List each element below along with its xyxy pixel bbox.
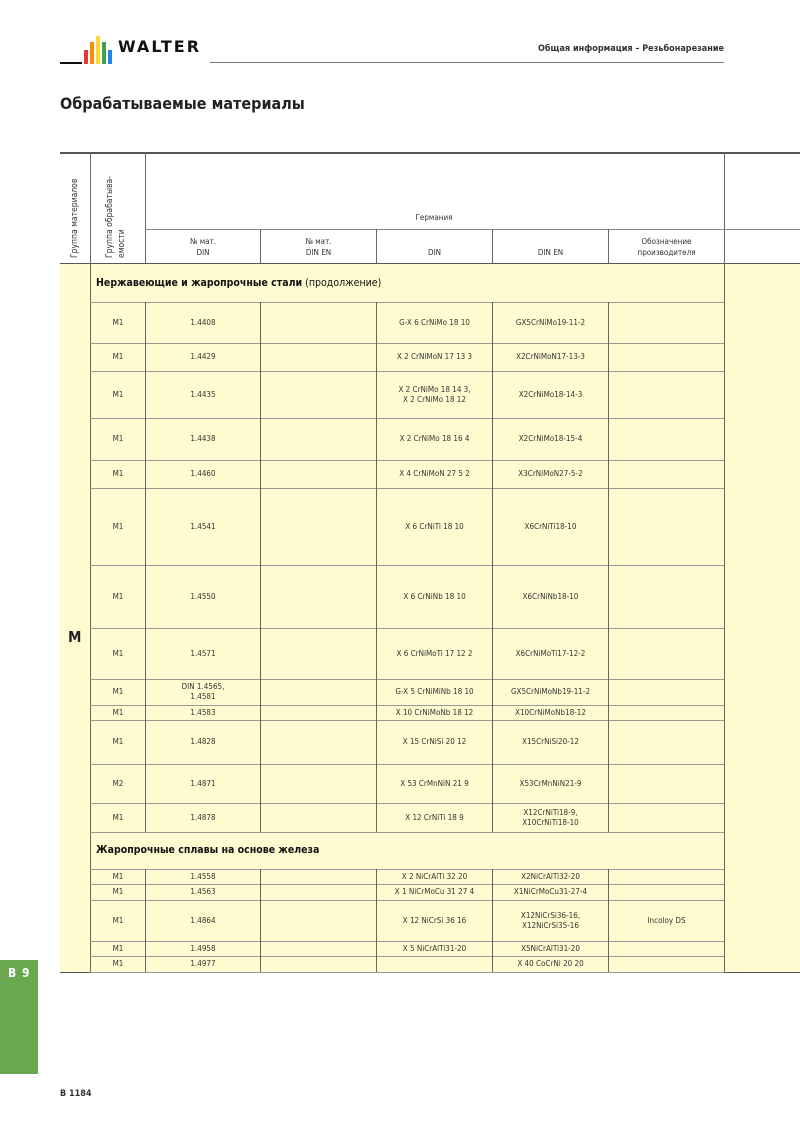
table-cell bbox=[261, 705, 376, 720]
table-cell bbox=[609, 941, 724, 956]
table-cell: X2CrNiMo18-14-3 bbox=[518, 389, 583, 399]
logo-bar-icon bbox=[102, 42, 106, 64]
table-cell: X 1 NiCrMoCu 31 27 4 bbox=[394, 887, 475, 896]
table-cell bbox=[609, 343, 724, 371]
table-cell bbox=[261, 679, 376, 705]
row-divider bbox=[90, 972, 724, 973]
table-cell: 1.4438 bbox=[190, 434, 216, 443]
page-title: Обрабатываемые материалы bbox=[60, 94, 305, 113]
table-cell bbox=[261, 460, 376, 488]
table-cell bbox=[609, 679, 724, 705]
col-header-machinability-2: емости bbox=[117, 229, 127, 258]
table-cell: 1.4571 bbox=[190, 648, 216, 658]
table-cell: X 6 CrNiTi 18 10 bbox=[405, 521, 464, 531]
table-cell: X15CrNiSi20-12 bbox=[522, 737, 579, 746]
table-cell: M1 bbox=[112, 812, 124, 822]
col-header-din: DIN bbox=[427, 248, 442, 257]
table-cell: X 4 CrNiMoN 27 5 2 bbox=[399, 469, 470, 478]
table-cell: X2CrNiMoN17-13-3 bbox=[516, 352, 585, 361]
table-cell: 1.4864 bbox=[190, 915, 216, 925]
table-cell bbox=[261, 941, 376, 956]
table-cell: X 40 CoCrNi 20 20 bbox=[517, 959, 584, 968]
table-cell: M1 bbox=[112, 707, 124, 717]
table-cell: 1.4563 bbox=[190, 887, 216, 896]
table-top-rule bbox=[60, 152, 800, 154]
table-cell: X 6 CrNiMoTi 17 12 2 bbox=[396, 648, 473, 658]
logo-bar-icon bbox=[60, 62, 82, 64]
header-rule bbox=[210, 62, 724, 63]
page-number: B 1184 bbox=[60, 1089, 92, 1099]
table-cell: X 2 NiCrAlTi 32 20 bbox=[401, 871, 468, 881]
table-cell: M1 bbox=[112, 959, 124, 968]
table-cell: X5NiCrAlTi31-20 bbox=[521, 943, 580, 953]
table-cell bbox=[609, 764, 724, 803]
table-cell: 1.4541 bbox=[190, 521, 216, 531]
table-cell: M1 bbox=[112, 591, 124, 601]
table-cell bbox=[261, 488, 376, 565]
col-divider bbox=[724, 263, 725, 973]
table-cell: G-X 6 CrNiMo 18 10 bbox=[399, 317, 470, 327]
col-header-mat-din-en: № мат. DIN EN bbox=[305, 237, 332, 257]
table-cell: 1.4958 bbox=[190, 943, 216, 953]
table-cell: X12NiCrSi36-16, X12NiCrSi35-16 bbox=[520, 910, 581, 930]
logo-bar-icon bbox=[84, 50, 88, 64]
table-cell: X 12 CrNiTi 18 9 bbox=[405, 812, 464, 822]
table-cell: X 6 CrNiNb 18 10 bbox=[403, 591, 466, 601]
table-cell: G-X 5 CrNiMiNb 18 10 bbox=[395, 687, 474, 696]
table-cell: Incoloy DS bbox=[647, 915, 686, 925]
table-cell: GX5CrNiMoNb19-11-2 bbox=[510, 687, 591, 696]
section-heading: Жаропрочные сплавы на основе железа bbox=[96, 844, 320, 856]
table-cell: X 5 NiCrAlTi31-20 bbox=[402, 943, 467, 953]
table-cell: X 2 CrNiMoN 17 13 3 bbox=[396, 352, 473, 361]
table-cell: M1 bbox=[112, 434, 124, 443]
table-cell: M1 bbox=[112, 871, 124, 881]
table-cell bbox=[609, 869, 724, 884]
table-cell bbox=[261, 302, 376, 343]
table-cell bbox=[609, 460, 724, 488]
table-cell bbox=[261, 956, 376, 972]
table-cell: M1 bbox=[112, 352, 124, 361]
table-cell: GX5CrNiMo19-11-2 bbox=[515, 317, 586, 327]
table-cell bbox=[609, 628, 724, 679]
table-cell: M1 bbox=[112, 943, 124, 953]
logo-bar-icon bbox=[90, 42, 94, 64]
logo-bar-icon bbox=[96, 36, 100, 64]
table-cell bbox=[261, 764, 376, 803]
table-cell: X 2 CrNiMo 18 14 3, X 2 CrNiMo 18 12 bbox=[398, 384, 471, 404]
table-cell: 1.4429 bbox=[190, 352, 216, 361]
table-cell: X 2 CrNiMo 18 16 4 bbox=[399, 434, 470, 443]
table-cell bbox=[261, 803, 376, 832]
table-cell: 1.4435 bbox=[190, 389, 216, 399]
table-cell: 1.4558 bbox=[190, 871, 216, 881]
table-cell: X 53 CrMnNiN 21 9 bbox=[400, 778, 469, 788]
table-cell: 1.4878 bbox=[190, 812, 216, 822]
walter-logo bbox=[60, 34, 200, 64]
table-cell bbox=[261, 900, 376, 941]
table-cell bbox=[609, 803, 724, 832]
header-subrule bbox=[145, 229, 800, 230]
table-cell: M1 bbox=[112, 915, 124, 925]
col-header-din-en: DIN EN bbox=[537, 248, 564, 257]
table-cell: 1.4550 bbox=[190, 591, 216, 601]
table-cell: X6CrNiMoTi17-12-2 bbox=[515, 648, 586, 658]
table-cell: X2CrNiMo18-15-4 bbox=[518, 434, 583, 443]
table-cell: M1 bbox=[112, 521, 124, 531]
table-cell bbox=[261, 869, 376, 884]
col-header-manufacturer: Обозначение производителя bbox=[637, 237, 696, 257]
table-cell bbox=[261, 343, 376, 371]
table-cell: M1 bbox=[112, 469, 124, 478]
table-cell: X2NiCrAlTi32-20 bbox=[521, 871, 580, 881]
col-header-country: Германия bbox=[415, 213, 453, 222]
table-cell: X6CrNiNb18-10 bbox=[522, 591, 579, 601]
brand-name: WALTER bbox=[118, 37, 202, 56]
table-cell bbox=[609, 488, 724, 565]
table-cell: X3CrNiMoN27-5-2 bbox=[518, 469, 583, 478]
table-cell bbox=[261, 371, 376, 418]
chapter-tab: B 9 bbox=[0, 960, 38, 1074]
material-group-letter: M bbox=[68, 628, 82, 646]
table-cell: X 12 NiCrSi 36 16 bbox=[402, 915, 467, 925]
table-cell: M2 bbox=[112, 778, 124, 788]
table-cell bbox=[609, 371, 724, 418]
table-cell bbox=[261, 418, 376, 460]
table-cell: X53CrMnNiN21-9 bbox=[519, 778, 582, 788]
table-cell bbox=[609, 418, 724, 460]
table-cell bbox=[609, 884, 724, 900]
col-header-mat-din: № мат. DIN bbox=[189, 237, 217, 257]
table-cell: 1.4408 bbox=[190, 317, 216, 327]
table-cell: M1 bbox=[112, 687, 124, 696]
table-header-rule bbox=[60, 263, 800, 264]
table-cell bbox=[609, 956, 724, 972]
table-cell: M1 bbox=[112, 389, 124, 399]
col-divider bbox=[724, 153, 725, 263]
table-cell: M1 bbox=[112, 648, 124, 658]
row-divider bbox=[90, 832, 724, 833]
table-cell: X10CrNiMoNb18-12 bbox=[515, 707, 586, 717]
table-cell: 1.4871 bbox=[190, 778, 216, 788]
table-cell: M1 bbox=[112, 737, 124, 746]
header-section-title: Общая информация – Резьбонарезание bbox=[537, 44, 724, 54]
table-cell bbox=[609, 565, 724, 628]
table-cell bbox=[609, 705, 724, 720]
table-cell: M1 bbox=[112, 317, 124, 327]
col-header-group: Группа материалов bbox=[70, 178, 80, 258]
table-cell bbox=[261, 720, 376, 764]
section-heading: Нержавеющие и жаропрочные стали (продолжение) bbox=[96, 277, 382, 289]
table-cell bbox=[261, 628, 376, 679]
table-cell: X 15 CrNiSi 20 12 bbox=[402, 737, 467, 746]
table-cell bbox=[377, 956, 492, 972]
table-cell: 1.4460 bbox=[190, 469, 216, 478]
table-cell: M1 bbox=[112, 887, 124, 896]
col-header-machinability-1: Группа обрабатыва- bbox=[105, 176, 115, 258]
table-cell: X6CrNiTi18-10 bbox=[524, 521, 577, 531]
logo-bar-icon bbox=[108, 50, 112, 64]
table-cell: 1.4977 bbox=[190, 959, 216, 968]
table-cell: X 10 CrNiMoNb 18 12 bbox=[395, 707, 474, 717]
table-cell bbox=[609, 720, 724, 764]
table-cell: X12CrNiTi18-9, X10CrNiTi18-10 bbox=[522, 807, 579, 827]
table-cell: X1NiCrMoCu31-27-4 bbox=[513, 887, 588, 896]
table-cell: 1.4828 bbox=[190, 737, 216, 746]
table-cell bbox=[261, 884, 376, 900]
table-cell: DIN 1.4565, 1.4581 bbox=[181, 682, 225, 701]
table-cell bbox=[609, 302, 724, 343]
table-cell: 1.4583 bbox=[190, 707, 216, 717]
table-cell bbox=[261, 565, 376, 628]
